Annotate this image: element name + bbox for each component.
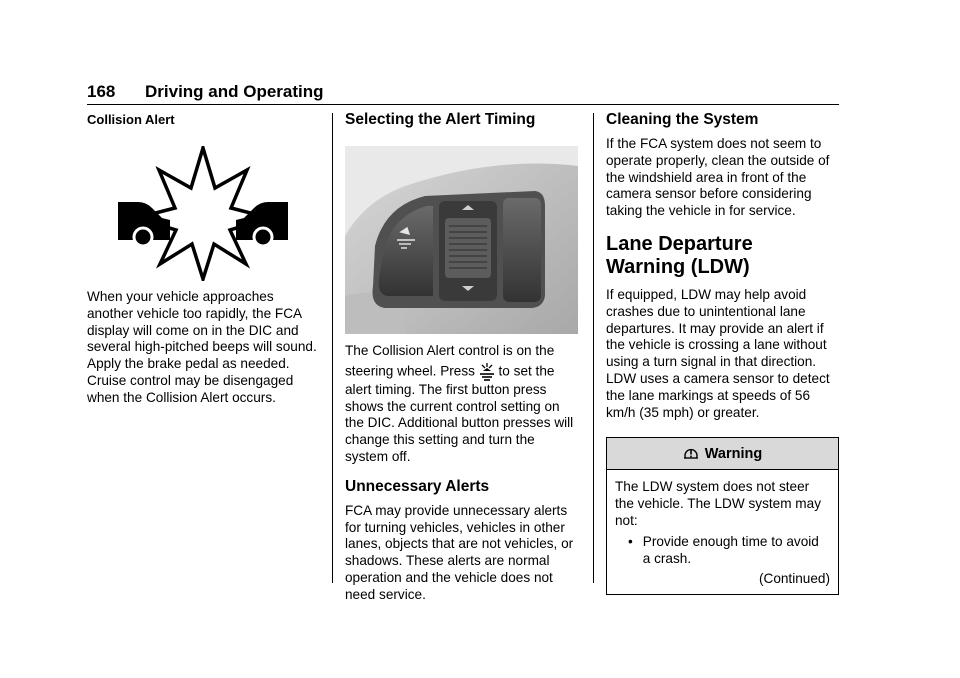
page-header: [87, 82, 839, 105]
column-3: [606, 110, 841, 595]
steering-wheel-control-photo: [345, 146, 578, 334]
alert-timing-press-line: [345, 363, 580, 381]
cleaning-system-heading: Cleaning the System: [606, 111, 759, 128]
ldw-heading-line1: Lane Departure: [606, 232, 753, 255]
warning-box: [606, 437, 839, 595]
continued-label: (Continued): [758, 571, 830, 587]
collision-alert-icon: [118, 146, 288, 281]
ldw-body: If equipped, LDW may help avoid crashes due to unintentional lane departures. It may provide an alert if the vehicle is crossing a lane without using a turn signal in that direction. LDW uses a camera sensor to detect the lane markings at speeds of 56 km/h (35 mph) or greater.: [606, 286, 830, 420]
warning-title: Warning: [704, 445, 763, 462]
alert-timing-line1: The Collision Alert control is on the: [345, 343, 555, 358]
warning-header: [607, 438, 838, 470]
unnecessary-alerts-heading: Unnecessary Alerts: [345, 477, 490, 495]
column-2: [345, 110, 580, 604]
bullet-mark: •: [628, 533, 633, 549]
alert-timing-press-text: steering wheel. Press: [345, 363, 475, 379]
collision-alert-heading: Collision Alert: [87, 112, 175, 127]
collision-alert-timing-icon: [479, 363, 495, 381]
alert-timing-body: alert timing. The first button press shows the current control setting on the DIC. Additional button presses will change this setting and turn the system off.: [345, 381, 574, 464]
column-divider-1: [332, 113, 333, 583]
column-1: [87, 110, 319, 407]
collision-alert-body: When your vehicle approaches another vehicle too rapidly, the FCA display will come on in the DIC and several high-pitched beeps will sound. Apply the brake pedal as needed. Cruise control may be disengaged when the Collision Alert occurs.: [87, 289, 317, 405]
alert-timing-heading: Selecting the Alert Timing: [345, 111, 536, 128]
cleaning-system-body: If the FCA system does not seem to operate properly, clean the outside of the windshield area in front of the camera sensor before considering taking the vehicle in for service.: [606, 136, 830, 219]
warning-bullet-text: Provide enough time to avoid a crash.: [642, 533, 819, 566]
warning-text: The LDW system does not steer the vehicle. The LDW system may not:: [615, 479, 821, 528]
warning-bullet: [615, 534, 830, 568]
column-divider-2: [593, 113, 594, 583]
warning-body: [607, 470, 838, 594]
page-number: 168: [87, 82, 116, 101]
alert-timing-after-icon: to set the: [498, 363, 555, 379]
warning-icon: [683, 446, 699, 462]
unnecessary-alerts-body: FCA may provide unnecessary alerts for turning vehicles, vehicles in other lanes, objects that are not vehicles, or shadows. These alerts are normal operation and the vehicle does not need service.: [345, 502, 574, 602]
section-title: Driving and Operating: [145, 82, 324, 101]
ldw-heading-line2: Warning (LDW): [606, 255, 750, 278]
